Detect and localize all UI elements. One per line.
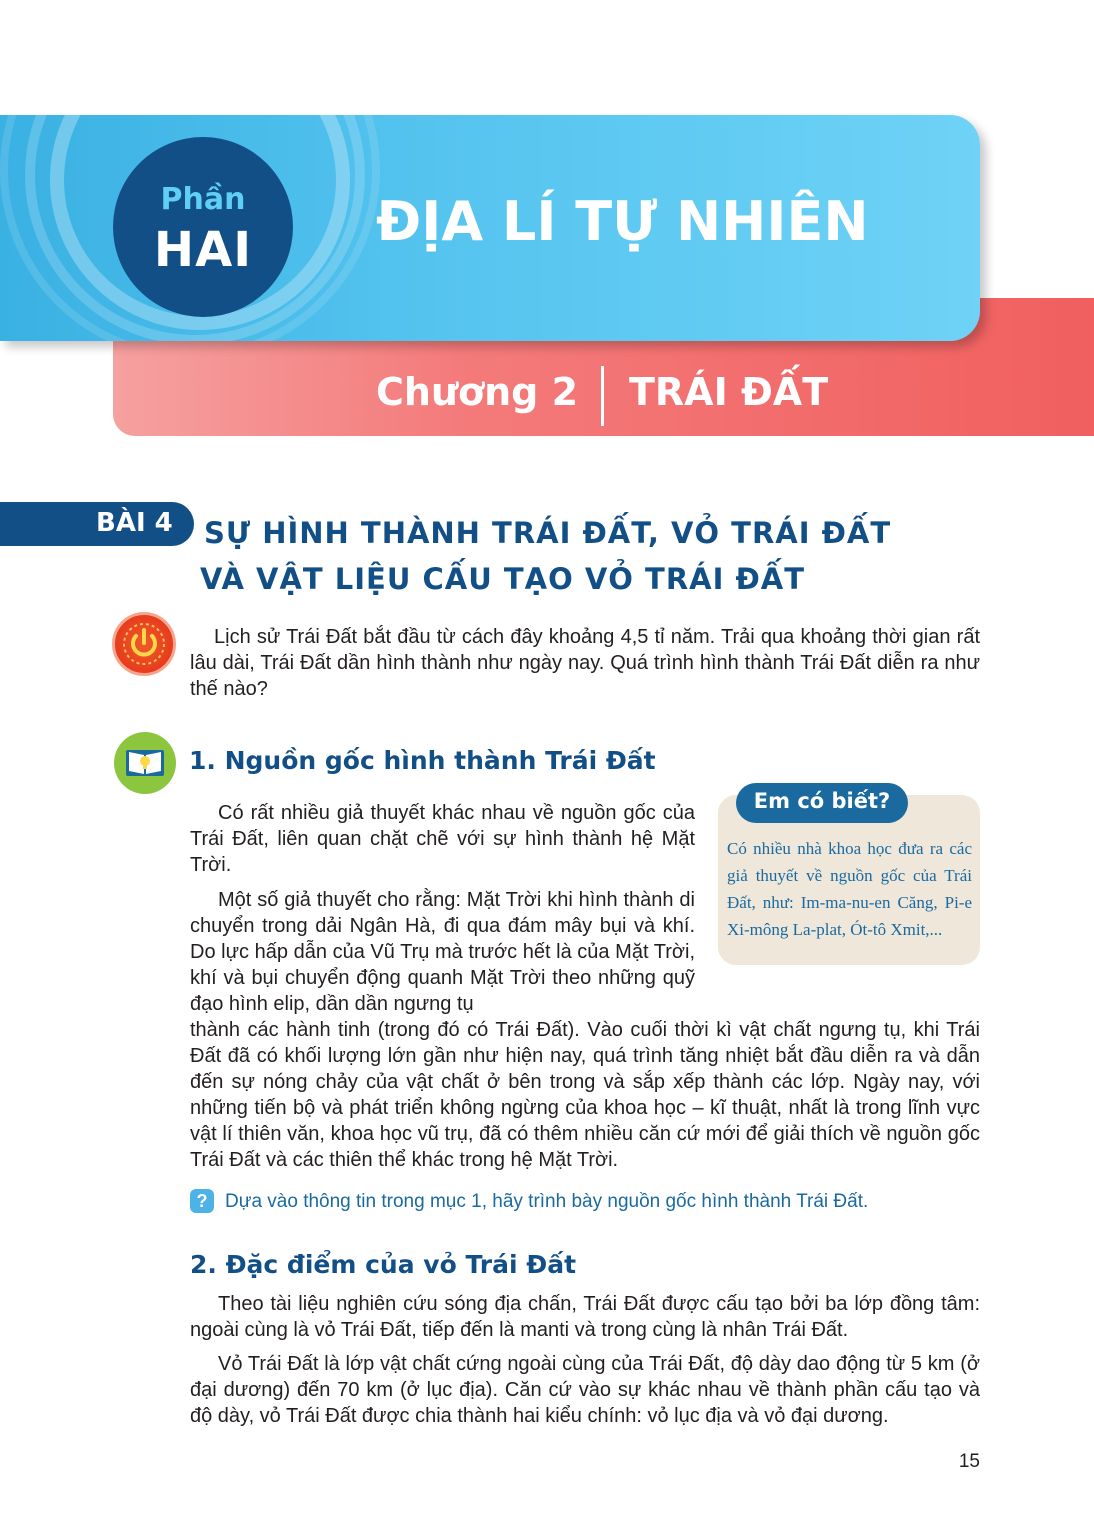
part-title: ĐỊA LÍ TỰ NHIÊN (376, 190, 869, 253)
section-1-heading: 1. Nguồn gốc hình thành Trái Đất (189, 746, 656, 775)
chapter-title: TRÁI ĐẤT (629, 370, 829, 414)
chapter-divider (601, 366, 604, 426)
section-2-paragraph-2: Vỏ Trái Đất là lớp vật chất cứng ngoài cùng của Trái Đất, độ dày dao động từ 5 km (ở đại dương) đến 70 km (ở lục địa). Căn cứ vào sự khác nhau về thành phần cấu tạo và độ dày, vỏ Trái Đất được chia thành hai kiểu chính: vỏ lục địa và vỏ đại dương. (190, 1353, 980, 1427)
section-1-paragraph-2: Một số giả thuyết cho rằng: Mặt Trời khi hình thành di chuyển trong dải Ngân Hà, đi qua đám mây bụi và khí. Do lực hấp dẫn của Vũ Trụ mà trước hết là của Mặt Trời, khí và bụi chuyển động quanh Mặt Trời theo những quỹ đạo hình elip, dần dần ngưng tụ (190, 889, 695, 1015)
did-you-know-title: Em có biết? (753, 789, 891, 813)
section-2-heading: 2. Đặc điểm của vỏ Trái Đất (190, 1250, 577, 1279)
section-1-paragraph-2-continued: thành các hành tinh (trong đó có Trái Đất). Vào cuối thời kì vật chất ngưng tụ, khi Trái Đất đã có khối lượng lớn gần như hiện nay, quá trình tăng nhiệt bắt đầu diễn ra và dẫn đến sự nóng chảy của vật chất ở bên trong và sắp xếp thành các lớp. Ngày nay, với những tiến bộ và phát triển không ngừng của khoa học – kĩ thuật, nhất là trong lĩnh vực vật lí thiên văn, khoa học vũ trụ, đã có thêm nhiều căn cứ mới để giải thích về nguồn gốc Trái Đất và các thiên thể khác trong hệ Mặt Trời. (190, 1019, 980, 1171)
lesson-title-line2: VÀ VẬT LIỆU CẤU TẠO VỎ TRÁI ĐẤT (200, 562, 806, 596)
did-you-know-text: Có nhiều nhà khoa học đưa ra các giả thuyết về nguồn gốc của Trái Đất, như: Im-ma-nu-en Căng, Pi-e Xi-mông La-plat, Ót-tô Xmit,... (727, 839, 972, 939)
section-2-paragraph-1: Theo tài liệu nghiên cứu sóng địa chấn, Trái Đất được cấu tạo bởi ba lớp đồng tâm: ngoài cùng là vỏ Trái Đất, tiếp đến là manti và trong cùng là nhân Trái Đất. (190, 1293, 980, 1341)
lesson-title-line1: SỰ HÌNH THÀNH TRÁI ĐẤT, VỎ TRÁI ĐẤT (204, 516, 892, 550)
chapter-heading (0, 362, 1094, 422)
lesson-badge (0, 502, 194, 546)
did-you-know-tab (736, 783, 908, 823)
chapter-number: Chương 2 (376, 370, 579, 414)
page-number: 15 (958, 1451, 980, 1472)
book-lightbulb-icon (114, 732, 176, 794)
question-text: Dựa vào thông tin trong mục 1, hãy trình bày nguồn gốc hình thành Trái Đất. (225, 1191, 869, 1212)
power-start-icon (112, 612, 176, 676)
question-icon: ? (190, 1189, 214, 1213)
lesson-title (200, 510, 920, 602)
part-number: HAI (153, 222, 253, 278)
section-1-paragraph-1: Có rất nhiều giả thuyết khác nhau về nguồn gốc của Trái Đất, liên quan chặt chẽ với sự hình thành hệ Mặt Trời. (190, 802, 695, 876)
part-label: Phần (160, 182, 246, 217)
intro-paragraph: Lịch sử Trái Đất bắt đầu từ cách đây khoảng 4,5 tỉ năm. Trải qua khoảng thời gian rất lâu dài, Trái Đất dần hình thành như ngày nay. Quá trình hình thành Trái Đất diễn ra như thế nào? (190, 626, 980, 700)
lesson-label: BÀI 4 (96, 508, 173, 538)
